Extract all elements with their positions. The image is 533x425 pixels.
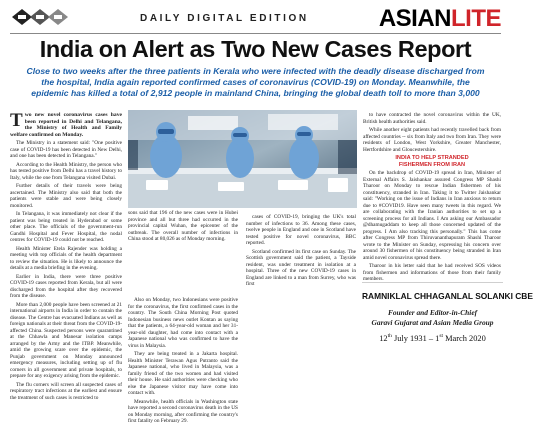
body-paragraph: More than 2,000 people have been screened at 21 international airports in India in order to contain the disease. The Centre has evacuated Indians as well as foreign nationals at their threat from the COVID-19-affected China. Suspected persons were quarantined at the Chhawla and Manesar isolation camps arranged by the Army and the ITBP. Meanwhile, amid the growing scare over the epidemic, the Punjab government on Monday announced emergency measures, including setting up of flu corners in all government and private hospitals, to prepare for any exigency arising from the epidemic. [10,301,122,379]
tribute-dates [362,333,503,343]
date-start-suffix: th [387,333,392,339]
article-column-2 [128,297,238,424]
subhead [363,155,501,168]
body-paragraph: Health Minister Etela Rajender was holding a meeting with top officials of the health department to review the situation. He is likely to announce the details at a media briefing in the evening. [10,245,122,271]
lab-workers-photo [128,110,357,208]
body-paragraph: Meanwhile, health officials in Washington state have reported a second coronavirus death in the US on Monday morning, after confirming the country's first fatality on February 29. [128,398,238,424]
body-paragraph: to have contracted the novel coronavirus within the UK, British health authorities said. [363,112,501,125]
masthead [0,0,511,34]
subhead-line-1: INDIA TO HELP STRANDED [395,155,469,161]
body-paragraph: In Telangana, it was immediately not clear if the patient was being treated in Hyderabad or some other place. The officials of the government-run Gandhi Hospital and Fever Hospital, the nodal centres for COVID-19 could not be reached. [10,211,122,243]
article-column-3 [246,214,356,398]
body-paragraph: sons said that 196 of the new cases were in Hubei province and all but three had occurred in the provincial capital Wuhan, the epicenter of the outbreak. The overall number of infections in China stood at 80,026 as of Monday morning. [128,210,238,242]
body-paragraph: While another eight patients had recently travelled back from affected countries -- six from Italy and two from Iran. They were residents of London, West Yorkshire, Greater Manchester, Hertfordshire and Gloucestershire. [363,127,501,153]
body-paragraph: Scotland confirmed its first case on Sunday. The Scottish government said the patient, a Tayside resident, was under treatment in isolation at a hospital. Three of the new COVID-19 cases in England are linked to a man from Surrey, who was first [246,248,356,287]
tribute-name: RAMNIKLAL CHHAGANLAL SOLANKI CBE [362,291,533,301]
body-paragraph: Earlier in India, there were three positive COVID-19 cases reported from Kerala, but all were discharged from the hospital after they recovered from the disease. [10,273,122,299]
body-paragraph: Also on Monday, two Indonesians were positive for the coronavirus, the first confirmed cases in the country. The South China Morning Post quoted Indonesian business news outlet Kontan as saying that the patients, a 64-year-old woman and her 31-year-old daughter, had come into contact with a Japanese national who was confirmed to have the virus in Malaysia. [128,297,238,349]
lead-paragraph [10,112,122,138]
article-column-1 [10,110,122,401]
tribute-role: Founder and Editor-in-Chief [387,308,478,317]
edition-label: DAILY DIGITAL EDITION [140,13,309,24]
date-end-rest: March 2020 [443,333,486,343]
body-paragraph: cases of COVID-19, bringing the UK's total number of infections to 36. Among these cases, twelve people in England and one in Scotland have tested positive for novel coronavirus, BBC reported. [246,214,356,246]
headline: India on Alert as Two New Cases Report [39,36,472,62]
brand-main: ASIAN [378,5,451,32]
dropcap: T [10,110,23,131]
date-start-day: 12 [379,333,388,343]
article-column-4 [363,112,501,282]
photo-side-text [128,210,238,292]
brand-logo[interactable] [379,5,501,33]
masthead-rule [10,33,501,34]
body-paragraph: According to the Health Ministry, the person who has tested positive from Delhi has a travel history to Italy, while the one from Telangana visited Dubai. [10,161,122,181]
tribute-box [362,282,533,401]
body-paragraph: The flu corners will screen all suspected cases of respiratory tract infections at the earliest and ensure the treatment of such cases is restricted to [10,381,122,401]
date-start-rest: July 1931 – 1 [391,333,440,343]
brand-accent: LITE [451,5,501,32]
body-paragraph: On the backdrop of COVID-19 spread in Iran, Minister of External Affairs S. Jaishankar assured Congress MP Shashi Tharoor on Monday to rescue Indian fishermen of his constituency, stranded in Iran. Taking it to Twitter Jaishankar said: "Working on the issue of Indians in Iran anxious to return due to #COVID19. Have seen many tweets in this regard. We are collaborating with the Iranian authorities to set up a screening process for all Indians. I Am asking our Ambassador @dhamugaddam to keep all those concerned updated of the progress. I Am also tracking this personally." This has come after Congress MP from Thiruvananthapuram Shashi Tharoor wrote to the Minister on Sunday, expressing his concern over around 30 fishermen of his constituency being stranded in Iran amid novel coronavirus spread there. [363,170,501,261]
body-paragraph: Tharoor in his letter said that he had received SOS videos from fishermen and informations of those from their family members. [363,263,501,282]
body-paragraph: The Ministry in a statement said: "One positive case of COVID-19 has been detected in New Delhi, and one has been detected in Telangana." [10,140,122,159]
date-end-suffix: st [439,333,443,339]
subhead-line-2: FISHERMEN FROM IRAN [398,161,466,168]
logo-mark-icon [10,6,70,28]
tribute-org: Garavi Gujarat and Asian Media Group [371,318,494,327]
lead-text: wo new novel coronavirus cases have been reported in Delhi and Telangana, the Ministry of Health and Family welfare confirmed on Monday. [10,112,122,138]
standfirst: Close to two weeks after the three patients in Kerala who were infected with the deadly disease discharged from the hospital, India again reported confirmed cases of coronavirus (COVID-19) on Monday. Meanwhile, the epidemic has killed a total of 2,912 people in mainland China, bringing the global death toll to more than 3,000 [26,66,485,98]
body-paragraph: They are being treated in a Jakarta hospital. Health Minister Terawan Agus Putranto said the Japanese national, who lived in Malaysia, was a family friend of the two women and had visited their house. He said authorities were checking who else the Japanese visitor may have come into contact with. [128,351,238,396]
body-paragraph: Further details of their travels were being ascertained. The Ministry also said that both the patients were stable and were being closely monitored. [10,183,122,209]
